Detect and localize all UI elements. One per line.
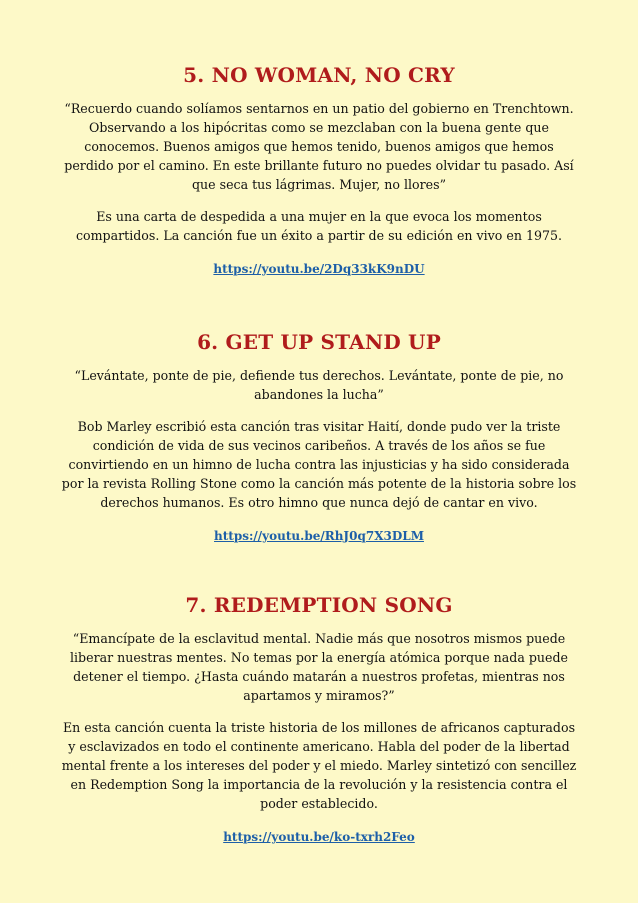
youtube-link[interactable]: https://youtu.be/RhJ0q7X3DLM xyxy=(214,529,424,543)
song-title: 5. NO WOMAN, NO CRY xyxy=(183,63,455,87)
song-section-7 xyxy=(60,593,578,845)
song-title: 7. REDEMPTION SONG xyxy=(185,593,453,617)
song-quote: “Levántate, ponte de pie, defiende tus derechos. Levántate, ponte de pie, no abandones la lucha” xyxy=(74,368,564,402)
song-quote: “Recuerdo cuando solíamos sentarnos en un patio del gobierno en Trenchtown. Observando a los hipócritas como se mezclaban con la buena gente que conocemos. Buenos amigos que hemos tenido, buenos amigos que hemos perdido por el camino. En este brillante futuro no puedes olvidar tu pasado. Así que seca tus lágrimas. Mujer, no llores” xyxy=(64,101,574,192)
song-description: Es una carta de despedida a una mujer en la que evoca los momentos compartidos. La canción fue un éxito a partir de su edición en vivo en 1975. xyxy=(75,209,563,243)
song-description: En esta canción cuenta la triste historia de los millones de africanos capturados y esclavizados en todo el continente americano. Habla del poder de la libertad mental frente a los intereses del poder y el miedo. Marley sintetizó con sencillez en Redemption Song la importancia de la revolución y la resistencia contra el poder establecido. xyxy=(61,720,577,811)
song-section-6 xyxy=(60,330,578,544)
song-title: 6. GET UP STAND UP xyxy=(197,330,441,354)
song-quote: “Emancípate de la esclavitud mental. Nadie más que nosotros mismos puede liberar nuestras mentes. No temas por la energía atómica porque nada puede detener el tiempo. ¿Hasta cuándo matarán a nuestros profetas, mientras nos apartamos y miramos?” xyxy=(70,631,568,703)
song-section-5 xyxy=(60,63,578,277)
youtube-link[interactable]: https://youtu.be/ko-txrh2Feo xyxy=(223,830,415,844)
youtube-link[interactable]: https://youtu.be/2Dq33kK9nDU xyxy=(213,262,425,276)
song-description: Bob Marley escribió esta canción tras visitar Haití, donde pudo ver la triste condición de vida de sus vecinos caribeños. A través de los años se fue convirtiendo en un himno de lucha contra las injusticias y ha sido considerada por la revista Rolling Stone como la canción más potente de la historia sobre los derechos humanos. Es otro himno que nunca dejó de cantar en vivo. xyxy=(61,419,577,510)
